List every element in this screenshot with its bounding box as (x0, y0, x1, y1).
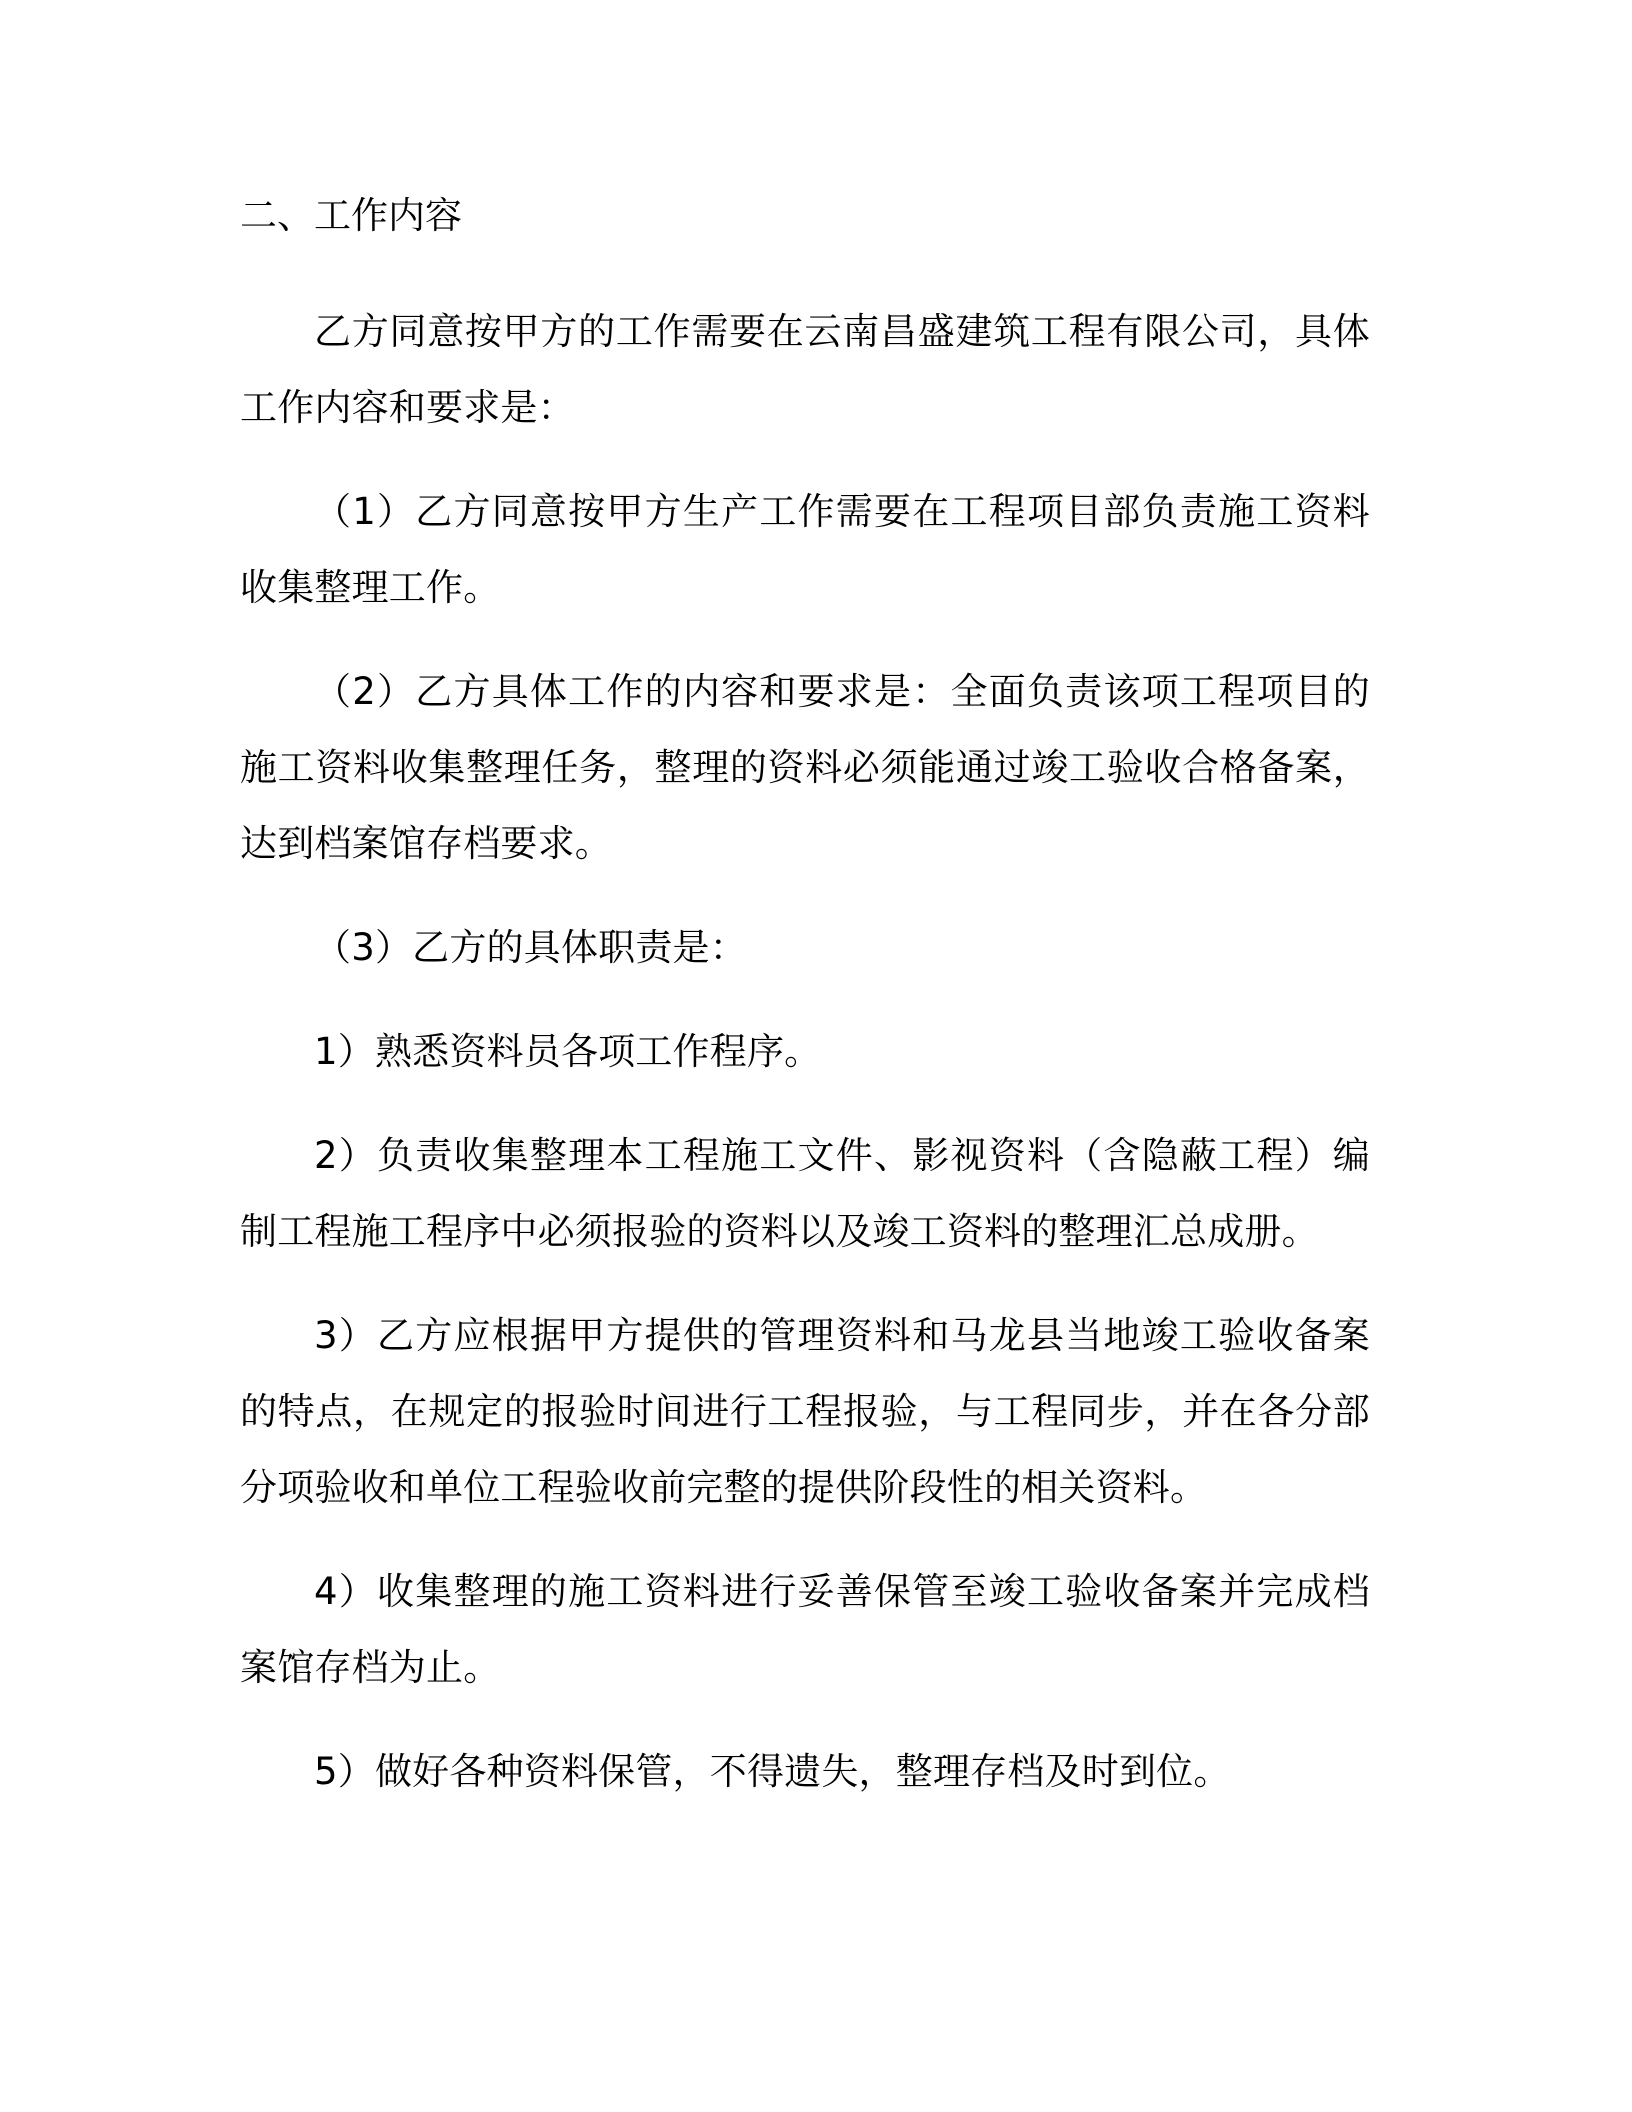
document-body (240, 190, 1370, 1838)
duty-2: 2）负责收集整理本工程施工文件、影视资料（含隐蔽工程）编制工程施工程序中必须报验的资料以及竣工资料的整理汇总成册。 (240, 1134, 1370, 1253)
duty-5: 5）做好各种资料保管，不得遗失，整理存档及时到位。 (314, 1750, 1231, 1793)
duty-1: 1）熟悉资料员各项工作程序。 (314, 1030, 822, 1073)
duty-3: 3）乙方应根据甲方提供的管理资料和马龙县当地竣工验收备案的特点，在规定的报验时间进行工程报验，与工程同步，并在各分部分项验收和单位工程验收前完整的提供阶段性的相关资料。 (240, 1314, 1370, 1509)
intro-paragraph: 乙方同意按甲方的工作需要在云南昌盛建筑工程有限公司，具体工作内容和要求是： (240, 310, 1370, 429)
section-heading: 二、工作内容 (240, 194, 462, 237)
clause-3: （3）乙方的具体职责是： (314, 926, 747, 969)
clause-1: （1）乙方同意按甲方生产工作需要在工程项目部负责施工资料收集整理工作。 (240, 490, 1370, 609)
duty-4: 4）收集整理的施工资料进行妥善保管至竣工验收备案并完成档案馆存档为止。 (240, 1570, 1370, 1689)
clause-2: （2）乙方具体工作的内容和要求是：全面负责该项工程项目的施工资料收集整理任务，整理的资料必须能通过竣工验收合格备案，达到档案馆存档要求。 (240, 670, 1370, 865)
